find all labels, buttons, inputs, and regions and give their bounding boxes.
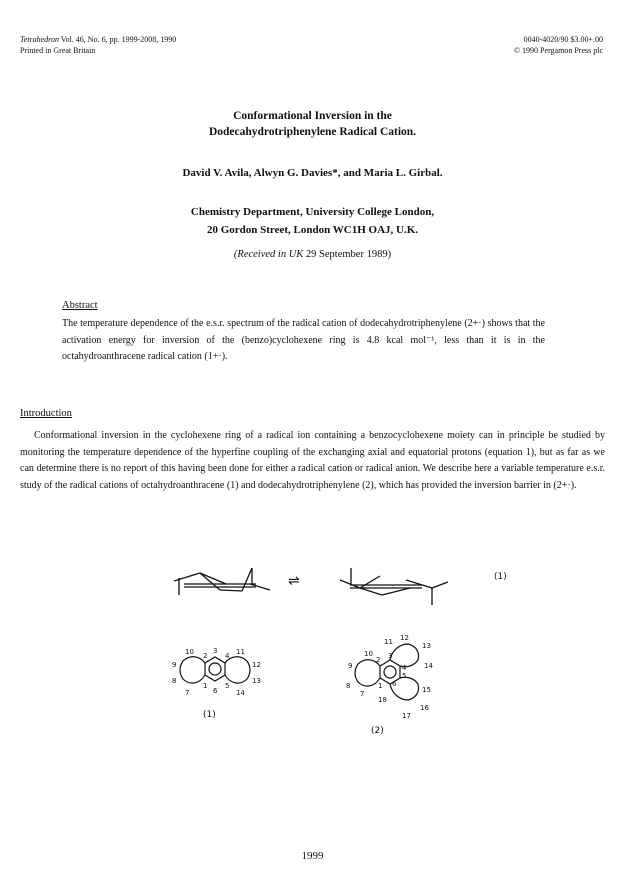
inversion-equation	[170, 560, 470, 610]
authors: David V. Avila, Alwyn G. Davies*, and Maria L. Girbal.	[182, 167, 443, 179]
atom-label-14: 14	[424, 662, 433, 670]
atom-label-10: 10	[364, 650, 373, 658]
atom-label-4: 4	[402, 664, 407, 672]
atom-label-15: 15	[422, 686, 431, 694]
atom-label-9: 9	[348, 662, 353, 670]
atom-label-5: 5	[402, 672, 407, 680]
atom-label-5: 5	[225, 682, 230, 690]
issn-price: 0040-4020/90 $3.00+.00	[523, 35, 603, 44]
atom-label-3: 3	[388, 652, 393, 660]
page-number: 1999	[301, 850, 324, 862]
atom-label-12: 12	[400, 634, 409, 642]
atom-label-2: 2	[203, 652, 208, 660]
received-date-value: 29 September 1989)	[305, 249, 392, 260]
atom-label-4: 4	[225, 652, 230, 660]
abstract-heading: Abstract	[62, 300, 98, 311]
atom-label-1: 1	[378, 682, 383, 690]
equation-number: (1)	[494, 572, 507, 582]
atom-label-17: 17	[402, 712, 411, 720]
atom-label-11: 11	[236, 648, 245, 656]
atom-label-16: 16	[420, 704, 429, 712]
journal-volume: Vol. 46, No. 6, pp. 1999-2008, 1990	[60, 35, 177, 44]
paper-title-line-1: Conformational Inversion in the	[233, 110, 392, 122]
atom-label-10: 10	[185, 648, 194, 656]
received-prefix: (Received in UK	[233, 249, 304, 260]
atom-label-6: 6	[392, 680, 397, 688]
journal-citation	[20, 35, 176, 45]
atom-label-3: 3	[213, 647, 218, 655]
atom-label-13: 13	[422, 642, 431, 650]
introduction-text: Conformational inversion in the cyclohexene ring of a radical ion containing a benzocyclohexene moiety can in principle be studied by monitoring the temperature dependence of the hyperfine coupling of the exchanging axial and equatorial protons (equation 1), but as far as we can determine there is no report of this having been done for either a radical cation or radical anion. We describe here a variable temperature e.s.r. study of the radical cations of octahydroanthracene (1) and dodecahydrotriphenylene (2), which has provided the inversion barrier in (2+·).	[20, 430, 605, 492]
atom-label-8: 8	[346, 682, 351, 690]
journal-name: Tetrahedron	[20, 35, 59, 44]
atom-label-8: 8	[172, 677, 177, 685]
atom-label-12: 12	[252, 661, 261, 669]
structure-2-diagram	[338, 632, 448, 727]
paper-title-line-2: Dodecahydrotriphenylene Radical Cation.	[208, 126, 417, 138]
structure-1-diagram	[165, 645, 265, 705]
atom-label-2: 2	[376, 656, 381, 664]
structure-1-caption: (1)	[203, 710, 216, 720]
atom-label-13: 13	[252, 677, 261, 685]
atom-label-6: 6	[213, 687, 218, 695]
abstract-text: The temperature dependence of the e.s.r. spectrum of the radical cation of dodecahydrotriphenylene (2+·) shows that the activation energy for inversion of the (benzo)cyclohexene ring is 4.8 kcal mol⁻¹, less than it is in the octahydroanthracene radical cation (1+·).	[62, 318, 545, 363]
affiliation-line-2: 20 Gordon Street, London WC1H OAJ, U.K.	[206, 224, 419, 236]
atom-label-18: 18	[378, 696, 387, 704]
atom-label-1: 1	[203, 682, 208, 690]
atom-label-7: 7	[360, 690, 365, 698]
received-date	[0, 249, 625, 260]
equilibrium-arrow: ⇌	[288, 573, 300, 589]
atom-label-7: 7	[185, 689, 190, 697]
conformer-left	[174, 568, 270, 595]
conformer-right	[340, 568, 448, 605]
introduction-heading: Introduction	[20, 408, 72, 419]
copyright: © 1990 Pergamon Press plc	[513, 46, 603, 55]
atom-label-11: 11	[384, 638, 393, 646]
structure-2-caption: (2)	[371, 726, 384, 736]
atom-label-9: 9	[172, 661, 177, 669]
printed-in: Printed in Great Britain	[20, 46, 96, 55]
affiliation-line-1: Chemistry Department, University College London,	[190, 206, 435, 218]
atom-label-14: 14	[236, 689, 245, 697]
